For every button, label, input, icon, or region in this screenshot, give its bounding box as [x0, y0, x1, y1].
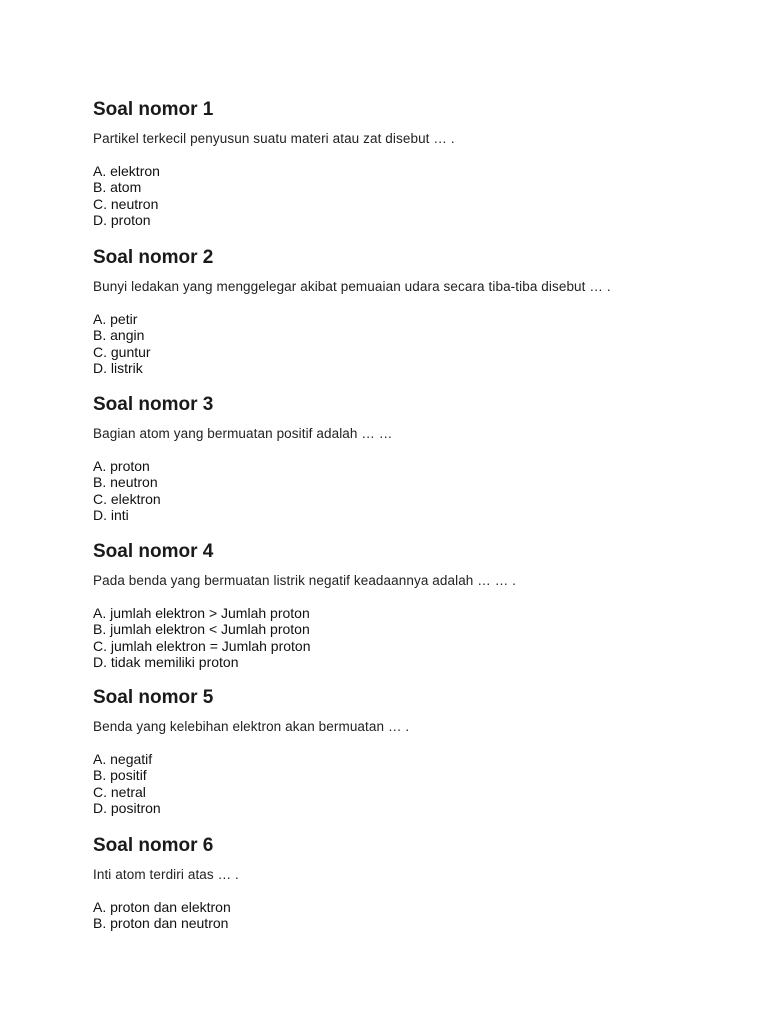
question-2 [93, 247, 733, 376]
option-d: D. listrik [93, 359, 143, 376]
option-c: C. elektron [93, 490, 161, 507]
question-6 [93, 835, 733, 932]
option-b: B. positif [93, 767, 147, 784]
option-c: C. guntur [93, 343, 151, 360]
question-title: Soal nomor 6 [93, 835, 214, 856]
question-text: Partikel terkecil penyusun suatu materi atau zat disebut … . [93, 131, 455, 146]
question-title: Soal nomor 1 [93, 99, 214, 120]
question-title: Soal nomor 2 [93, 247, 214, 268]
answer-options [93, 311, 151, 376]
option-b: B. proton dan neutron [93, 915, 229, 932]
question-1 [93, 99, 733, 228]
question-text: Pada benda yang bermuatan listrik negatif keadaannya adalah … … . [93, 573, 517, 588]
option-b: B. angin [93, 327, 145, 344]
option-b: B. neutron [93, 474, 158, 491]
option-b: B. jumlah elektron < Jumlah proton [93, 621, 310, 638]
option-a: A. jumlah elektron > Jumlah proton [93, 605, 310, 621]
answer-options [93, 899, 231, 932]
option-a: A. proton [93, 458, 150, 474]
question-text: Bagian atom yang bermuatan positif adalah … … [93, 426, 393, 441]
option-a: A. proton dan elektron [93, 899, 231, 915]
option-d: D. positron [93, 799, 161, 816]
option-d: D. tidak memiliki proton [93, 653, 239, 670]
question-text: Bunyi ledakan yang menggelegar akibat pemuaian udara secara tiba-tiba disebut … . [93, 279, 611, 294]
option-a: A. negatif [93, 751, 153, 767]
question-3 [93, 394, 733, 523]
option-c: C. neutron [93, 195, 159, 212]
option-a: A. petir [93, 311, 138, 327]
option-d: D. proton [93, 211, 151, 228]
question-text: Inti atom terdiri atas … . [93, 867, 239, 882]
answer-options [93, 163, 160, 228]
question-title: Soal nomor 3 [93, 394, 214, 415]
question-5 [93, 687, 733, 816]
option-a: A. elektron [93, 163, 160, 179]
answer-options [93, 458, 161, 523]
option-d: D. inti [93, 506, 129, 523]
question-text: Benda yang kelebihan elektron akan bermuatan … . [93, 719, 410, 734]
answer-options [93, 605, 311, 670]
question-title: Soal nomor 4 [93, 541, 214, 562]
option-c: C. jumlah elektron = Jumlah proton [93, 637, 311, 654]
question-title: Soal nomor 5 [93, 687, 214, 708]
answer-options [93, 751, 161, 816]
option-b: B. atom [93, 179, 142, 196]
question-4 [93, 541, 733, 670]
option-c: C. netral [93, 783, 146, 800]
